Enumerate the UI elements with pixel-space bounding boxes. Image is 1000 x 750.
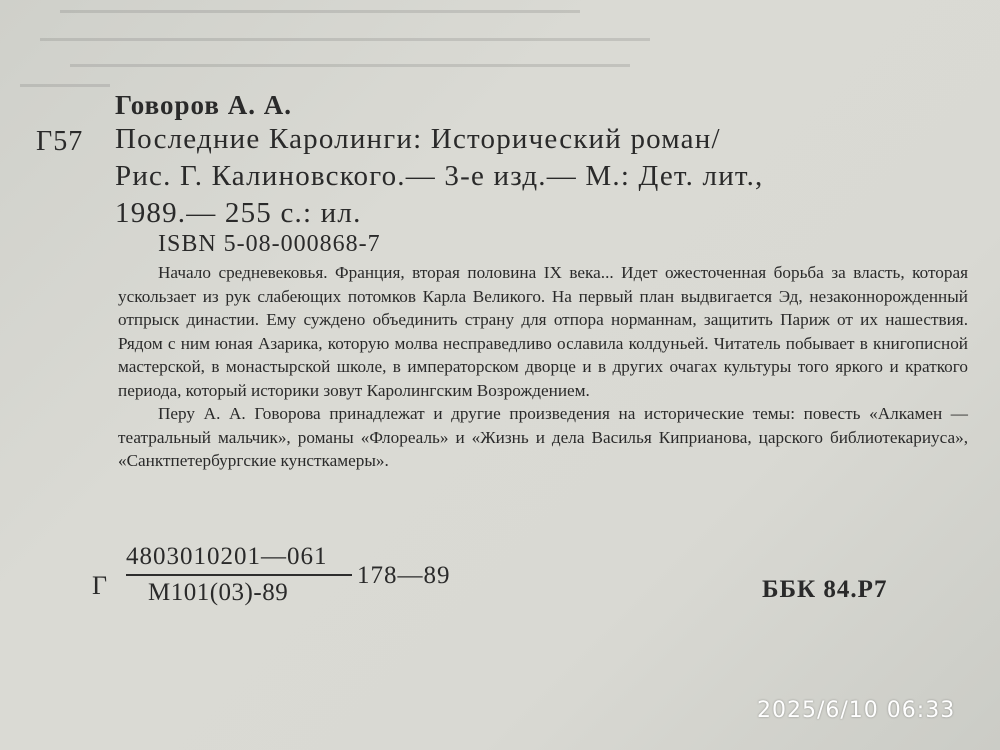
publisher-formula-number: 178—89 xyxy=(357,562,451,589)
annotation xyxy=(118,261,968,473)
bleed-through-text xyxy=(0,0,1000,95)
title-line: Рис. Г. Калиновского.— 3-е изд.— М.: Дет. лит., xyxy=(115,160,764,192)
isbn-number: ISBN 5-08-000868-7 xyxy=(158,231,381,257)
title-line: Последние Каролинги: Исторический роман/ xyxy=(115,123,721,155)
bibliographic-title xyxy=(115,121,967,232)
title-line: 1989.— 255 с.: ил. xyxy=(115,197,362,229)
library-class-code: Г57 xyxy=(36,126,84,157)
publisher-formula-numerator: 4803010201—061 xyxy=(126,543,328,570)
author-name: Говоров А. А. xyxy=(115,90,292,120)
photo-timestamp: 2025/6/10 06:33 xyxy=(757,698,956,723)
fraction-bar xyxy=(126,574,352,576)
publisher-formula-prefix: Г xyxy=(92,571,108,600)
annotation-paragraph: Перу А. А. Говорова принадлежат и другие произведения на исторические темы: повесть «Алкамен — театральный мальчик», романы «Флореаль» и «Жизнь и дела Василья Киприанова, царского библиотекариуса», «Санктпетербургские кунсткамеры». xyxy=(118,404,968,470)
annotation-paragraph: Начало средневековья. Франция, вторая половина IX века... Идет ожесточенная борьба за власть, которая ускользает из рук слабеющих потомков Карла Великого. На первый план выдвигается Эд, незаконнорожденный отпрыск династии. Ему суждено объединить страну для отпора норманнам, защитить Париж от их нашествия. Рядом с ним юная Азарика, которую молва несправедливо ославила колдуньей. Читатель побывает в книгописной мастерской, в монастырской школе, в императорском дворце и в других очагах культуры того яркого и краткого периода, который историки зовут Каролингским Возрождением. xyxy=(118,263,968,400)
publisher-formula-denominator: М101(03)-89 xyxy=(148,579,289,606)
bbk-index: ББК 84.Р7 xyxy=(762,576,888,603)
